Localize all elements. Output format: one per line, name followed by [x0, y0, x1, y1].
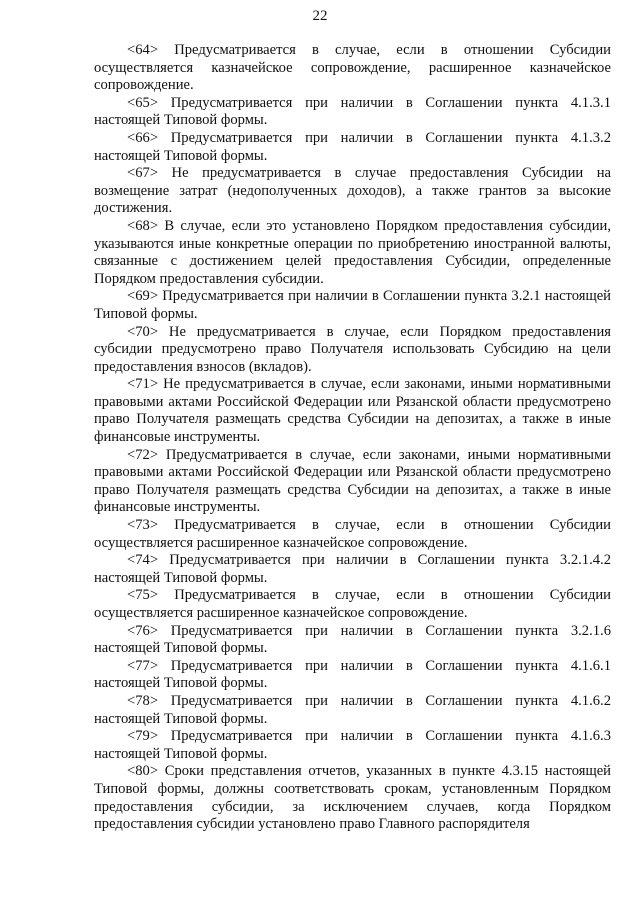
footnote-65: <65> Предусматривается при наличии в Соглашении пункта 4.1.3.1 настоящей Типовой формы.: [94, 94, 611, 129]
footnote-73: <73> Предусматривается в случае, если в отношении Субсидии осуществляется расширенное казначейское сопровождение.: [94, 517, 611, 551]
footnote-76: <76> Предусматривается при наличии в Соглашении пункта 3.2.1.6 настоящей Типовой формы.: [94, 622, 611, 657]
footnote-75: <75> Предусматривается в случае, если в отношении Субсидии осуществляется расширенное казначейское сопровождение.: [94, 587, 611, 621]
footnote-69: <69> Предусматривается при наличии в Соглашении пункта 3.2.1 настоящей Типовой формы.: [94, 288, 611, 322]
footnote-72: <72> Предусматривается в случае, если законами, иными нормативными правовыми актами Российской Федерации или Рязанской области предусмотрено право Получателя размещать средства Субсидии на депозитах, а также в иные финансовые инструменты.: [94, 446, 611, 516]
footnote-77: <77> Предусматривается при наличии в Соглашении пункта 4.1.6.1 настоящей Типовой формы.: [94, 657, 611, 692]
footnote-74: <74> Предусматривается при наличии в Соглашении пункта 3.2.1.4.2 настоящей Типовой формы.: [94, 552, 611, 586]
footnote-70: <70> Не предусматривается в случае, если Порядком предоставления субсидии предусмотрено право Получателя использовать Субсидию на цели предоставления взносов (вкладов).: [94, 323, 611, 375]
footnote-71: <71> Не предусматривается в случае, если законами, иными нормативными правовыми актами Российской Федерации или Рязанской области предусмотрено право Получателя размещать средства Субсидии на депозитах, а также в иные финансовые инструменты.: [94, 376, 611, 446]
footnote-68: <68> В случае, если это установлено Порядком предоставления субсидии, указываются иные конкретные операции по приобретению иностранной валюты, связанные с достижением целей предоставления Субсидии, определенные Порядком предоставления субсидии.: [94, 217, 611, 287]
footnote-66: <66> Предусматривается при наличии в Соглашении пункта 4.1.3.2 настоящей Типовой формы.: [94, 129, 611, 164]
footnote-64: <64> Предусматривается в случае, если в отношении Субсидии осуществляется казначейское сопровождение, расширенное казначейское сопровождение.: [94, 42, 611, 94]
footnote-67: <67> Не предусматривается в случае предоставления Субсидии на возмещение затрат (недополученных доходов), а также грантов за высокие достижения.: [94, 165, 611, 217]
footnote-79: <79> Предусматривается при наличии в Соглашении пункта 4.1.6.3 настоящей Типовой формы.: [94, 728, 611, 762]
footnote-80: <80> Сроки представления отчетов, указанных в пункте 4.3.15 настоящей Типовой формы, должны соответствовать срокам, установленным Порядком предоставления субсидии, за исключением случаев, когда Порядком предоставления субсидии установлено право Главного распорядителя: [94, 763, 611, 833]
page-number: 22: [312, 8, 328, 24]
footnote-78: <78> Предусматривается при наличии в Соглашении пункта 4.1.6.2 настоящей Типовой формы.: [94, 692, 611, 727]
footnotes-body: [94, 42, 611, 834]
